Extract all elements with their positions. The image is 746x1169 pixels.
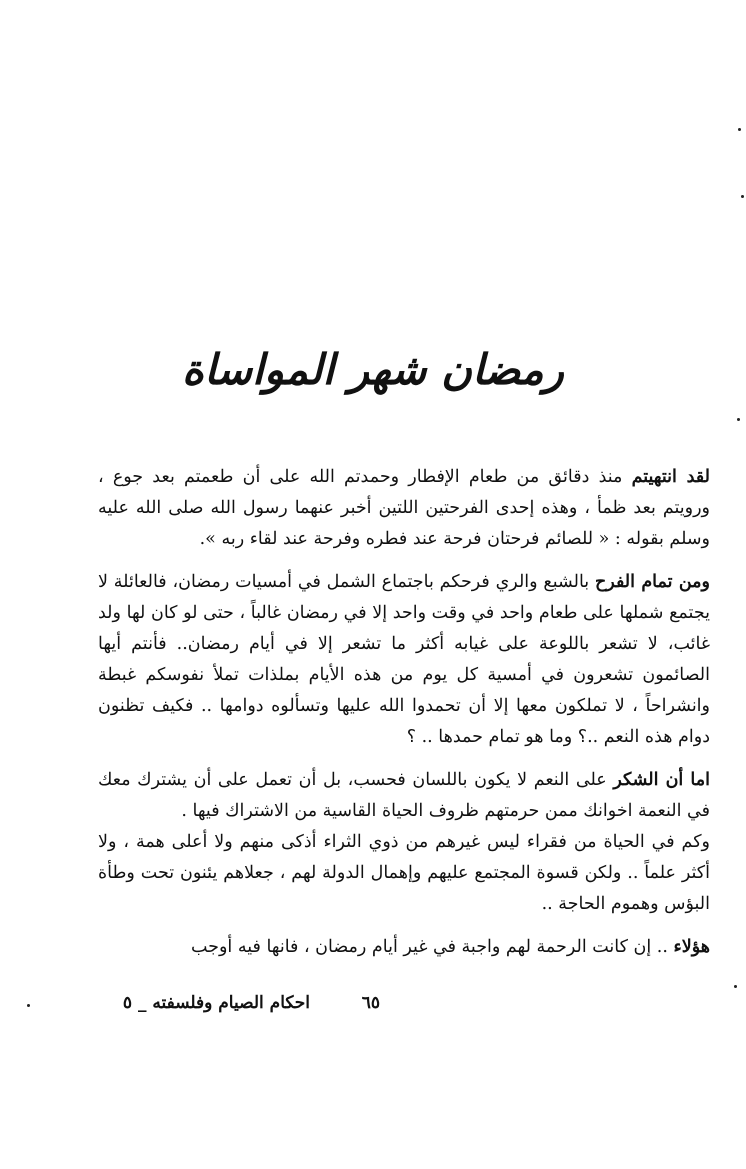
paragraph-text: منذ دقائق من طعام الإفطار وحمدتم الله على أن طعمتم بعد جوع ، ورويتم بعد ظمأ ، وهذه إحدى الفرحتين اللتين أخبر عنهما رسول الله صلى الله عليه وسلم بقوله : « للصائم فرحتان فرحة عند فطره وفرحة عند لقاء ربه ». [98,467,710,549]
paragraph-text: .. إن كانت الرحمة لهم واجبة في غير أيام رمضان ، فانها فيه أوجب [190,937,668,957]
paragraph-text: وكم في الحياة من فقراء ليس غيرهم من ذوي الثراء أذكى منهم ولا أعلى همة ، ولا أكثر علماً .. ولكن قسوة المجتمع عليهم وإهمال الدولة لهم ، جعلاهم يئنون تحت وطأة البؤس وهموم الحاجة .. [98,832,710,914]
book-title: احكام الصيام وفلسفته _ ٥ [122,993,310,1013]
scan-speck [737,418,740,421]
paragraph [98,765,710,827]
paragraph-lead: هؤلاء [673,937,710,957]
paragraph [98,932,710,963]
scan-speck [734,985,737,988]
page-number: ٦٥ [361,993,380,1013]
body-text [98,462,710,963]
paragraph-lead: اما أن الشكر [613,770,710,790]
paragraph [98,827,710,920]
scan-speck [741,195,744,198]
paragraph-lead: ومن تمام الفرح [595,572,710,592]
paragraph-text: بالشبع والري فرحكم باجتماع الشمل في أمسيات رمضان، فالعائلة لا يجتمع شملها على طعام واحد في وقت واحد إلا في رمضان غالباً ، حتى لو كان لها ولد غائب، لا تشعر باللوعة على غيابه أكثر ما تشعر إلا في أيام رمضان.. فأنتم أيها الصائمون تشعرون في أمسية كل يوم من هذه الأيام بملذات تملأ نفوسكم غبطة وانشراحاً ، لا تملكون معها إلا أن تحمدوا الله عليها وتسألوه دوامها .. فكيف تظنون دوام هذه النعم ..؟ وما هو تمام حمدها .. ؟ [98,572,710,747]
chapter-title: رمضان شهر المواساة [182,345,564,394]
paragraph-text: على النعم لا يكون باللسان فحسب، بل أن تعمل على أن يشترك معك في النعمة اخوانك ممن حرمتهم ظروف الحياة القاسية من الاشتراك فيها . [98,770,710,821]
scan-speck [738,128,741,131]
paragraph [98,567,710,753]
scan-speck [27,1004,30,1007]
paragraph [98,462,710,555]
paragraph-lead: لقد انتهيتم [631,467,710,487]
